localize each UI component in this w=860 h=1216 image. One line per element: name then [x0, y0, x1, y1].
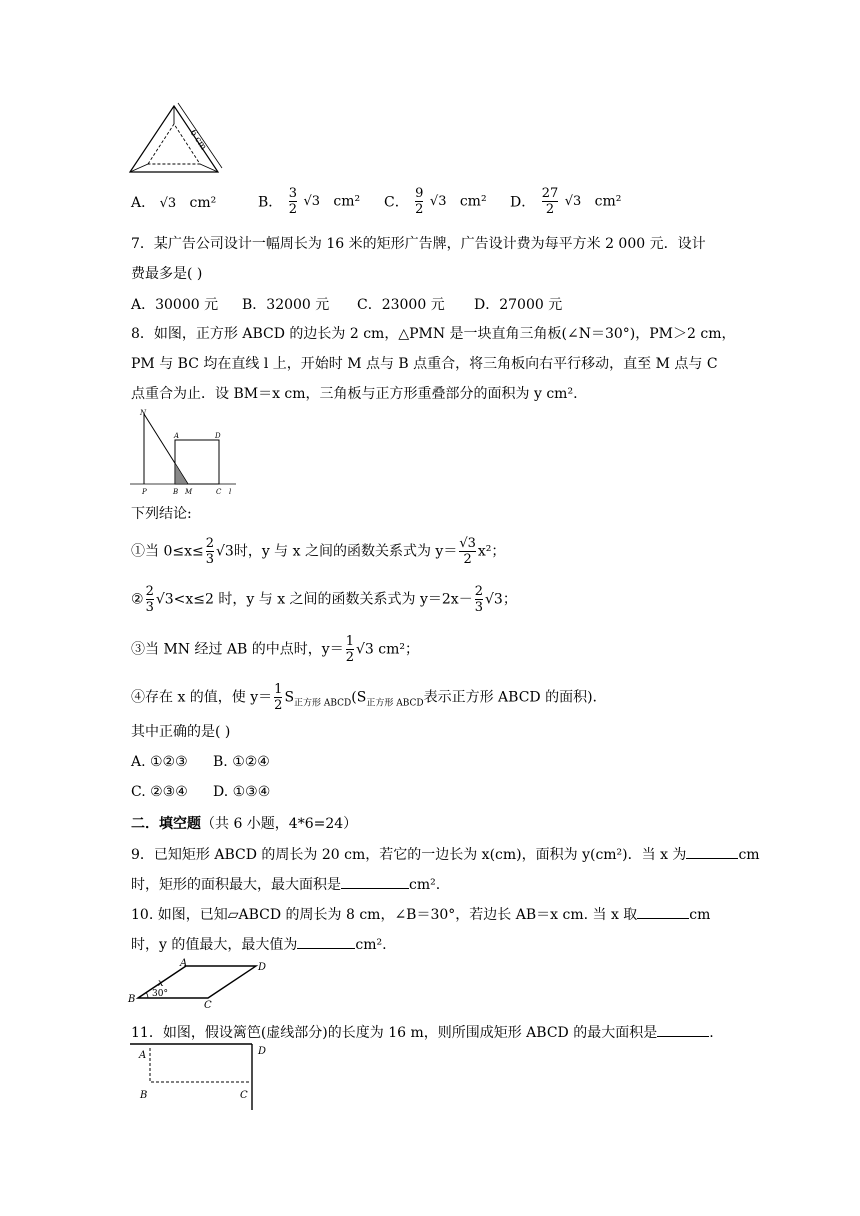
- option-letter: A．: [131, 195, 156, 211]
- svg-text:C: C: [240, 1090, 248, 1101]
- q10-line-2: 时，y 的值最大，最大值为 cm².: [131, 934, 387, 955]
- q6-option-b[interactable]: [258, 186, 360, 217]
- q11-blank-1[interactable]: [657, 1022, 709, 1037]
- option-sqrt: √3: [429, 194, 447, 209]
- q11-fence-figure: [128, 1040, 268, 1112]
- svg-text:A: A: [174, 432, 180, 440]
- q7-line-1: 7．某广告公司设计一幅周长为 16 米的矩形广告牌，广告设计费为每平方米 2 000 元．设计: [131, 236, 706, 252]
- option-letter: B．: [258, 194, 283, 211]
- option-letter: D．: [510, 194, 536, 211]
- q10-parallelogram-figure: [124, 956, 274, 1008]
- q8-square-triangle-figure: [130, 408, 240, 500]
- option-unit: cm²: [459, 193, 487, 210]
- option-unit: cm²: [189, 195, 217, 211]
- q8-conclusion-1: ①当 0≤x≤ $\frac{2}{3}$ √3时，y 与 x 之间的函数关系式为 y＝ $\frac{√3}{2}$ x²；: [131, 536, 506, 567]
- option-unit: cm²: [594, 193, 622, 210]
- q8-option-d[interactable]: D. ①③④: [213, 784, 271, 800]
- svg-text:N: N: [140, 409, 147, 417]
- q11-line-1: 11．如图，假设篱笆(虚线部分)的长度为 16 m，则所围成矩形 ABCD 的最大面积是 .: [131, 1022, 714, 1043]
- q9-blank-2[interactable]: [341, 874, 409, 889]
- q8-question: 其中正确的是( ): [131, 724, 231, 740]
- q8-line-1: 8．如图，正方形 ABCD 的边长为 2 cm，△PMN 是一块直角三角板(∠N＝30°)，PM＞2 cm，: [131, 326, 736, 342]
- option-sqrt: √3: [159, 196, 177, 211]
- svg-text:A: A: [180, 958, 188, 969]
- svg-text:D: D: [215, 432, 221, 440]
- fence-dashed: [150, 1048, 250, 1082]
- q6-option-d[interactable]: [510, 186, 621, 217]
- svg-text:B: B: [140, 1090, 148, 1101]
- option-sqrt: √3: [564, 194, 582, 209]
- q7-option-a[interactable]: A．30000 元: [131, 297, 219, 313]
- q8-line-2: PM 与 BC 均在直线 l 上，开始时 M 点与 B 点重合，将三角板向右平行移动，直至 M 点与 C: [131, 356, 718, 372]
- svg-text:B: B: [173, 488, 179, 496]
- svg-text:D: D: [258, 962, 267, 973]
- svg-text:l: l: [229, 488, 232, 496]
- svg-text:x: x: [158, 978, 164, 989]
- q7-option-b[interactable]: B．32000 元: [242, 297, 330, 313]
- q6-option-c[interactable]: [384, 186, 487, 217]
- q9-blank-1[interactable]: [686, 844, 738, 859]
- q8-conclusions-title: 下列结论:: [131, 506, 192, 522]
- q7-option-c[interactable]: C．23000 元: [357, 297, 445, 313]
- q7-line-2: 费最多是( ): [131, 266, 203, 282]
- q8-conclusion-4: ④存在 x 的值，使 y＝ $\frac{1}{2}$ $S_{正方形 ABCD}(S_{正方形 ABCD}$表示正方形 ABCD 的面积).: [131, 682, 598, 713]
- overlap-region: [175, 463, 188, 484]
- q8-option-a[interactable]: A. ①②③: [131, 754, 188, 770]
- q8-conclusion-2: ② $\frac{2}{3}$ √3<x≤2 时，y 与 x 之间的函数关系式为 y＝2x－ $\frac{2}{3}$ √3；: [131, 584, 517, 615]
- q8-option-c[interactable]: C. ②③④: [131, 784, 188, 800]
- q10-line-1: 10. 如图，已知▱ABCD 的周长为 8 cm，∠B＝30°，若边长 AB＝x cm. 当 x 取 cm: [131, 904, 710, 925]
- svg-text:D: D: [258, 1046, 267, 1057]
- svg-text:C: C: [204, 1000, 212, 1008]
- svg-text:C: C: [216, 488, 222, 496]
- fraction: $\frac{3}{2}$: [288, 186, 298, 217]
- svg-text:M: M: [185, 488, 193, 496]
- q8-option-b[interactable]: B. ①②④: [213, 754, 270, 770]
- svg-text:A: A: [139, 1050, 147, 1061]
- option-unit: cm²: [333, 193, 361, 210]
- section-2-heading: 二．填空题（共 6 小题，4*6=24）: [131, 816, 358, 832]
- q6-option-a[interactable]: [131, 192, 216, 212]
- svg-text:B: B: [128, 994, 136, 1005]
- q10-blank-2[interactable]: [297, 934, 355, 949]
- q6-figure-label: 6 cm: [187, 128, 209, 153]
- q6-triangle-figure: [126, 100, 226, 178]
- q9-line-1: 9．已知矩形 ABCD 的周长为 20 cm，若它的一边长为 x(cm)，面积为 y(cm²)．当 x 为 cm: [131, 844, 760, 865]
- fraction: $\frac{27}{2}$: [541, 186, 559, 217]
- q8-line-3: 点重合为止．设 BM＝x cm，三角板与正方形重叠部分的面积为 y cm².: [131, 386, 578, 402]
- fraction: $\frac{9}{2}$: [415, 186, 424, 217]
- option-letter: C．: [384, 194, 409, 211]
- svg-text:P: P: [142, 488, 147, 496]
- option-sqrt: √3: [303, 194, 321, 209]
- svg-text:30°: 30°: [152, 989, 168, 999]
- q9-line-2: 时，矩形的面积最大，最大面积是 cm².: [131, 874, 440, 895]
- q7-option-d[interactable]: D．27000 元: [474, 297, 563, 313]
- q8-conclusion-3: ③当 MN 经过 AB 的中点时，y＝ $\frac{1}{2}$ √3 cm²；: [131, 634, 419, 665]
- q10-blank-1[interactable]: [637, 904, 689, 919]
